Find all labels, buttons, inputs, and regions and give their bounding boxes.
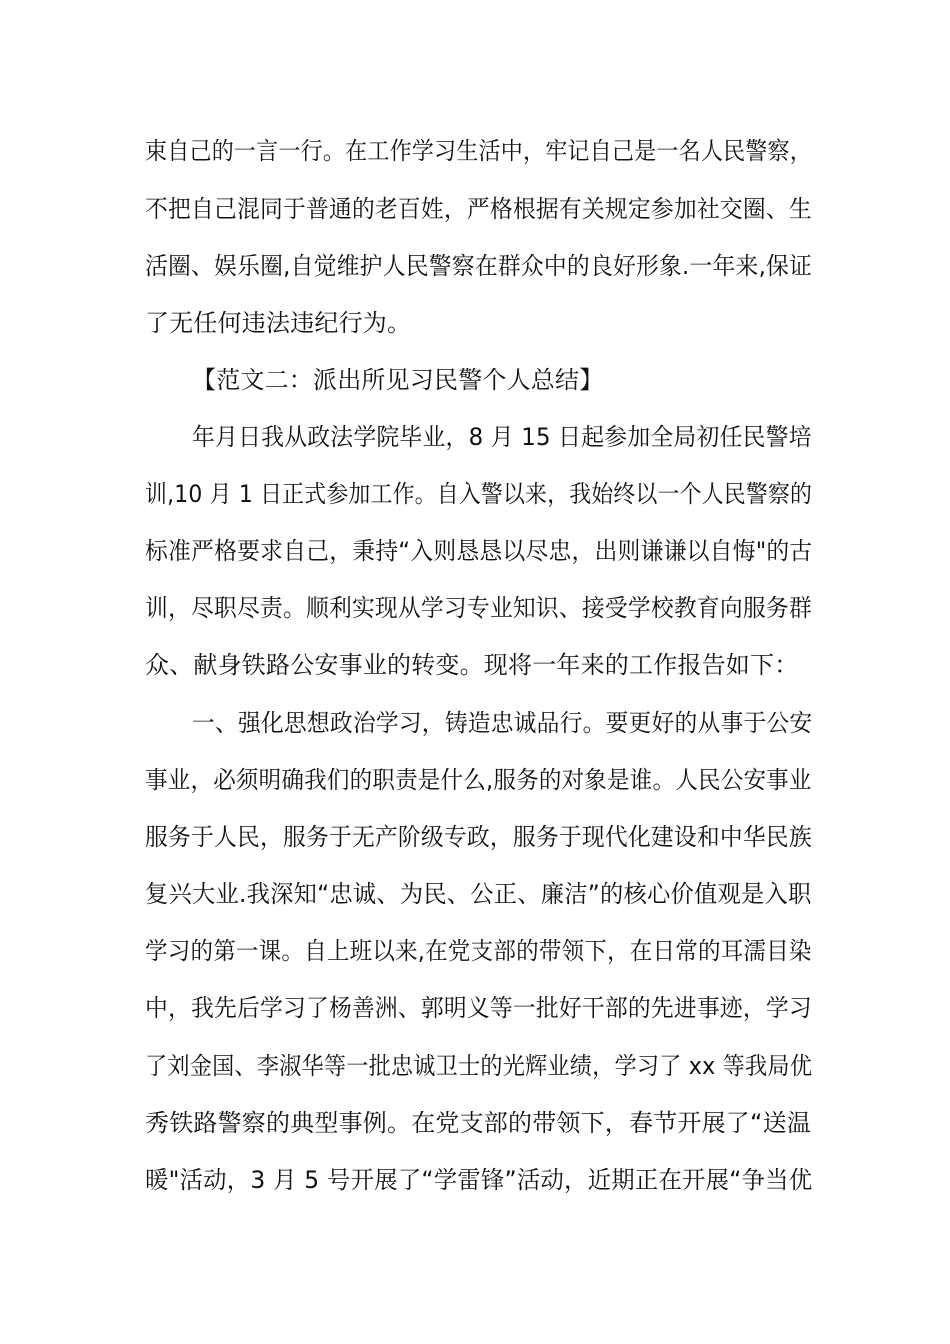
text-line: 活圈、娱乐圈,自觉维护人民警察在群众中的良好形象.一年来,保证 (145, 252, 813, 280)
text-line: 不把自己混同于普通的老百姓，严格根据有关规定参加社交圈、生 (145, 195, 812, 223)
text-line: 束自己的一言一行。在工作学习生活中，牢记自己是一名人民警察， (145, 137, 812, 165)
text-line: 服务于人民，服务于无产阶级专政，服务于现代化建设和中华民族 (145, 823, 812, 851)
text-line: 训,10 月 1 日正式参加工作。自入警以来，我始终以一个人民警察的 (145, 480, 813, 508)
text-line: 复兴大业.我深知“忠诚、为民、公正、廉洁”的核心价值观是入职 (145, 880, 812, 908)
text-line: 了刘金国、李淑华等一批忠诚卫士的光辉业绩，学习了 xx 等我局优 (145, 1052, 813, 1080)
text-line: 暖"活动，3 月 5 号开展了“学雷锋”活动，近期正在开展“争当优 (145, 1166, 813, 1194)
text-line: 标准严格要求自己，秉持“入则恳恳以尽忠，出则谦谦以自悔"的古 (145, 537, 813, 565)
text-line: 学习的第一课。自上班以来,在党支部的带领下，在日常的耳濡目染 (145, 937, 812, 965)
text-line: 训，尽职尽责。顺利实现从学习专业知识、接受学校教育向服务群 (145, 594, 812, 622)
text-line: 中，我先后学习了杨善洲、郭明义等一批好干部的先进事迹，学习 (145, 994, 812, 1022)
text-line: 一、强化思想政治学习，铸造忠诚品行。要更好的从事于公安 (192, 709, 813, 737)
text-line: 了无任何违法违纪行为。 (145, 309, 412, 337)
text-line: 众、献身铁路公安事业的转变。现将一年来的工作报告如下： (145, 651, 799, 679)
text-line: 事业，必须明确我们的职责是什么,服务的对象是谁。人民公安事业 (145, 766, 812, 794)
text-line: 年月日我从政法学院毕业，8 月 15 日起参加全局初任民警培 (192, 423, 812, 451)
section-heading: 【范文二：派出所见习民警个人总结】 (192, 366, 604, 394)
text-line: 秀铁路警察的典型事例。在党支部的带领下，春节开展了“送温 (145, 1109, 812, 1137)
